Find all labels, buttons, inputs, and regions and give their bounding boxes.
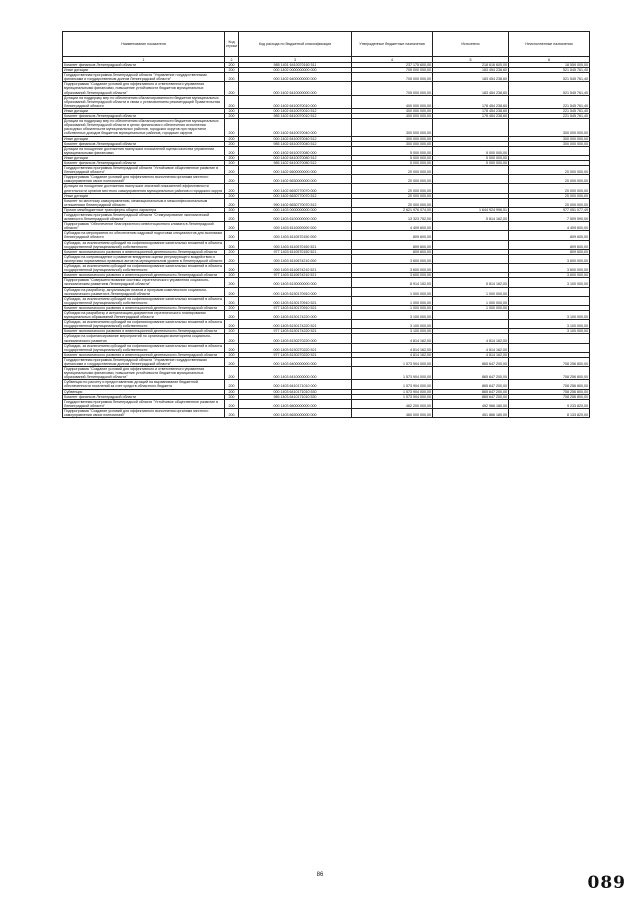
row-remaining [509,343,590,352]
row-kbk: 000 1402 6410000000 000 [239,82,352,95]
row-code: 200 [225,408,239,417]
row-approved: 20 000 000,00 [352,198,433,207]
row-kbk: 977 1403 6130270220 521 [239,352,352,357]
row-name: Комитет экономического развития и инвестиционной деятельности Ленинградской области [63,273,225,278]
row-remaining: 20 000 000,00 [509,198,590,207]
row-kbk: 000 1403 6110570150 521 [239,240,352,249]
row-name: Субвенции [63,389,225,394]
row-remaining: 521 545 761,40 [509,73,590,82]
table-row [63,240,590,249]
column-number: 3 [239,57,352,63]
row-code: 200 [225,343,239,352]
table-row [63,166,590,175]
row-code: 200 [225,264,239,273]
row-name: Комитет финансов Ленинградской области [63,394,225,399]
table-row [63,254,590,263]
row-code: 200 [225,73,239,82]
row-approved: 300 000 000,00 [352,136,433,141]
row-approved: 8 914 152,00 [352,278,433,287]
row-kbk: 000 1403 6400000000 000 [239,357,352,366]
row-name: Государственная программа Ленинградской области "Устойчивое общественное развитие в Ленинградской области" [63,166,225,175]
row-name: Субсидии на разработку и актуализацию документов стратегического планирования муниципальных образований Ленинградской области [63,310,225,319]
table-row [63,119,590,136]
row-code: 200 [225,287,239,296]
row-name: Комитет экономического развития и инвестиционной деятельности Ленинградской области [63,249,225,254]
row-code: 200 [225,119,239,136]
table-body [63,63,590,418]
budget-execution-table [62,31,590,418]
archive-stamp-number: 089 [587,873,626,893]
table-row [63,198,590,207]
row-approved: 705 000 000,00 [352,82,433,95]
row-name: Дотации на поддержку мер по обеспечению сбалансированности бюджетов муниципальных образований Ленинградской области в целях финансового обеспечения исполнения расходных обязательств муниципальных районов, городских округов при недостатке собственных доходов бюджетов муниципальных районов, городских округов [63,119,225,136]
row-name: Государственная программа Ленинградской области "Устойчивое общественное развитие в Ленинградской области" [63,399,225,408]
table-row [63,357,590,366]
row-kbk: 000 1403 6110674210 521 [239,264,352,273]
row-executed: 5 000 000,00 [433,146,509,155]
row-approved: 300 000 000,00 [352,119,433,136]
header-kbk: Код расхода по бюджетной классификации [239,32,352,57]
row-name: Иные дотации [63,136,225,141]
header-name: Наименование показателя [63,32,225,57]
row-name: Государственная программа Ленинградской области "Стимулирование экономической активности Ленинградской области" [63,213,225,222]
table-row [63,334,590,343]
row-code: 200 [225,329,239,334]
row-name: Субсидии, за исключением субсидий на софинансирование капитальных вложений в объекты государственной (муниципальной) собственности [63,296,225,305]
row-remaining: 708 256 800,00 [509,367,590,380]
row-executed: 5 814 162,00 [433,213,509,222]
row-approved: 1 573 904 000,00 [352,380,433,389]
row-kbk: 977 1403 6130174220 521 [239,329,352,334]
row-name: Субсидии на разработку, актуализацию планов и программ комплексного социально-экономического развития в Ленинградской области [63,287,225,296]
row-executed: 4 814 162,00 [433,343,509,352]
row-code: 200 [225,68,239,73]
row-kbk: 000 1402 6410070040 000 [239,119,352,136]
row-remaining [509,287,590,296]
row-approved: 3 100 000,00 [352,310,433,319]
row-executed [433,310,509,319]
row-remaining: 708 256 800,00 [509,394,590,399]
row-executed: 218 616 600,00 [433,63,509,68]
row-kbk: 000 1402 6410070010 000 [239,95,352,108]
row-code: 200 [225,278,239,287]
row-kbk: 985 1401 6410070160 511 [239,63,352,68]
row-executed: 183 454 238,60 [433,68,509,73]
row-code: 200 [225,305,239,310]
row-approved: 462 200 000,00 [352,399,433,408]
row-code: 200 [225,389,239,394]
row-approved: 3 100 000,00 [352,320,433,329]
row-kbk: 000 1403 6410171010 000 [239,380,352,389]
row-remaining: 300 000 000,00 [509,119,590,136]
column-number: 1 [63,57,225,63]
row-approved: 20 000 000,00 [352,193,433,198]
row-executed [433,198,509,207]
row-name: Субсидии на софинансирование мероприятий по организации мониторинга социально-экономического развития [63,334,225,343]
row-kbk: 977 1403 6130170910 521 [239,305,352,310]
row-remaining: 9 233 820,00 [509,399,590,408]
row-executed: 4 814 162,00 [433,352,509,357]
row-code: 200 [225,273,239,278]
table-row [63,264,590,273]
row-executed: 183 454 238,60 [433,82,509,95]
row-approved: 1 573 904 000,00 [352,389,433,394]
row-kbk: 977 1403 6110674210 521 [239,273,352,278]
row-name: Подпрограмма "Создание условий для эффективного выполнения органами местного самоуправления своих полномочий" [63,408,225,417]
row-approved: 1 573 904 000,00 [352,357,433,366]
table-row [63,310,590,319]
row-approved: 13 323 752,00 [352,213,433,222]
row-kbk: 000 1403 6410000000 000 [239,367,352,380]
row-kbk: 000 1402 6410070010 512 [239,108,352,113]
row-approved: 1 000 000,00 [352,296,433,305]
row-kbk: 000 1403 6130000000 000 [239,278,352,287]
row-kbk: 000 1403 6130170910 000 [239,287,352,296]
row-name: Субвенции по расчету и предоставлению дотаций на выравнивание бюджетной обеспеченности поселений за счет средств областного бюджета [63,380,225,389]
row-kbk: 000 1402 6600000000 000 [239,166,352,175]
row-executed: 178 454 238,60 [433,95,509,108]
table-row [63,175,590,184]
row-remaining: 3 600 000,00 [509,264,590,273]
row-approved: 400 000 000,00 [352,95,433,108]
row-executed [433,119,509,136]
row-executed [433,240,509,249]
row-code: 200 [225,320,239,329]
row-approved: 705 000 000,00 [352,73,433,82]
row-approved: 3 600 000,00 [352,264,433,273]
table-row [63,296,590,305]
column-number: 6 [509,57,590,63]
row-kbk: 000 1402 6410070080 000 [239,146,352,155]
row-remaining: 3 100 000,00 [509,329,590,334]
row-kbk: 000 1403 6110674210 000 [239,254,352,263]
row-kbk: 000 1403 0000000000 000 [239,207,352,212]
row-remaining: 221 545 761,40 [509,114,590,119]
row-code: 200 [225,399,239,408]
row-kbk: 000 1403 6100000000 000 [239,213,352,222]
row-executed: 1 644 924 996,51 [433,207,509,212]
row-kbk: 000 1402 6400000000 000 [239,73,352,82]
row-approved: 237 175 600,00 [352,63,433,68]
row-code: 200 [225,175,239,184]
table-row [63,95,590,108]
row-approved: 20 000 000,00 [352,184,433,193]
row-code: 200 [225,352,239,357]
row-remaining [509,296,590,305]
row-approved: 1 000 000,00 [352,305,433,310]
row-approved: 5 000 000,00 [352,160,433,165]
row-remaining: 4 409 600,00 [509,222,590,231]
row-executed [433,222,509,231]
header-code: Код строки [225,32,239,57]
row-approved: 3 100 000,00 [352,329,433,334]
row-code: 200 [225,108,239,113]
row-name: Иные дотации [63,68,225,73]
row-approved: 4 814 162,00 [352,334,433,343]
row-executed: 865 647 200,00 [433,394,509,399]
table-row [63,287,590,296]
row-name: Подпрограмма "Создание условий для эффективного и ответственного управления муниципальными финансами, повышение устойчивости бюджетов муниципальных образований Ленинградской области" [63,82,225,95]
row-approved: 1 000 000,00 [352,287,433,296]
row-kbk: 000 1403 6630000000 000 [239,408,352,417]
header-remaining: Неисполненные назначения [509,32,590,57]
row-remaining: 8 133 820,00 [509,408,590,417]
row-code: 200 [225,82,239,95]
row-remaining: 3 600 000,00 [509,254,590,263]
row-name: Комитет экономического развития и инвестиционной деятельности Ленинградской области [63,329,225,334]
row-executed: 5 000 000,00 [433,160,509,165]
row-kbk: 985 1402 6410070040 512 [239,141,352,146]
row-executed: 865 647 200,00 [433,389,509,394]
row-executed: 451 866 180,00 [433,408,509,417]
row-code: 200 [225,198,239,207]
row-kbk: 000 1402 6630770070 512 [239,193,352,198]
row-approved: 2 621 976 074,00 [352,207,433,212]
row-remaining: 18 559 000,00 [509,63,590,68]
row-executed: 5 814 162,00 [433,278,509,287]
row-executed [433,254,509,263]
row-name: Комитет финансов Ленинградской области [63,114,225,119]
row-code: 200 [225,95,239,108]
row-kbk: 000 1403 6410171010 530 [239,389,352,394]
row-name: Субсидии, за исключением субсидий на софинансирование капитальных вложений в объекты государственной (муниципальной) собственности [63,264,225,273]
row-approved: 5 000 000,00 [352,155,433,160]
row-executed: 865 647 200,00 [433,380,509,389]
row-remaining [509,334,590,343]
row-remaining [509,146,590,155]
row-executed: 865 647 200,00 [433,357,509,366]
row-code: 200 [225,367,239,380]
row-executed: 1 000 000,00 [433,305,509,310]
row-name: Комитет финансов Ленинградской области [63,63,225,68]
row-name: Подпрограмма "Создание условий для эффективного и ответственного управления муниципальными финансами, повышение устойчивости бюджетов муниципальных образований Ленинградской области" [63,367,225,380]
row-kbk: 000 1402 6410070040 512 [239,136,352,141]
row-name: Субсидии, за исключением субсидий на софинансирование капитальных вложений в объекты государственной (муниципальной) собственности [63,343,225,352]
row-kbk: 000 1403 6130170910 521 [239,296,352,305]
row-code: 200 [225,146,239,155]
row-code: 200 [225,310,239,319]
row-executed: 183 454 238,60 [433,73,509,82]
row-approved: 3 600 000,00 [352,273,433,278]
table-row [63,82,590,95]
row-name: Подпрограмма "Обеспечение благоприятного инвестиционного климата в Ленинградской области" [63,222,225,231]
table-row [63,320,590,329]
row-executed [433,175,509,184]
row-remaining: 20 000 000,00 [509,184,590,193]
row-code: 200 [225,184,239,193]
row-code: 200 [225,231,239,240]
row-code: 200 [225,114,239,119]
row-name: Иные дотации [63,155,225,160]
row-remaining: 3 100 000,00 [509,278,590,287]
row-name: Субсидии, за исключением субсидий на софинансирование капитальных вложений в объекты государственной (муниципальной) собственности [63,240,225,249]
row-remaining: 809 600,00 [509,240,590,249]
row-name: Комитет финансов Ленинградской области [63,160,225,165]
row-remaining: 708 256 800,00 [509,389,590,394]
row-name: Субсидии на мероприятия по обеспечению кадровой подготовки специалистов для экономики Ленинградской области [63,231,225,240]
row-kbk: 985 1402 6410070080 512 [239,160,352,165]
column-number: 2 [225,57,239,63]
row-kbk: 000 1403 6110570150 000 [239,231,352,240]
table-row [63,399,590,408]
row-code: 200 [225,207,239,212]
row-name: Комитет по местному самоуправлению, межнациональным и межконфессиональным отношениям Ленинградской области [63,198,225,207]
row-remaining: 221 545 761,40 [509,95,590,108]
row-kbk: 000 1403 6600000000 000 [239,399,352,408]
row-executed: 1 000 000,00 [433,296,509,305]
row-remaining: 3 100 000,00 [509,320,590,329]
row-code: 200 [225,296,239,305]
row-approved: 300 000 000,00 [352,141,433,146]
row-executed [433,166,509,175]
row-code: 200 [225,160,239,165]
row-approved: 1 573 904 000,00 [352,367,433,380]
row-remaining: 7 509 590,00 [509,213,590,222]
row-executed: 178 454 238,60 [433,108,509,113]
table-row [63,367,590,380]
row-code: 200 [225,141,239,146]
column-number: 5 [433,57,509,63]
row-approved: 705 000 000,00 [352,68,433,73]
row-code: 200 [225,394,239,399]
row-remaining: 3 600 000,00 [509,273,590,278]
row-approved: 20 000 000,00 [352,166,433,175]
row-remaining: 809 600,00 [509,231,590,240]
row-name: Комитет экономического развития и инвестиционной деятельности Ленинградской области [63,305,225,310]
row-kbk: 977 1403 6110570150 521 [239,249,352,254]
row-approved: 20 000 000,00 [352,175,433,184]
row-remaining: 3 100 000,00 [509,310,590,319]
row-approved: 809 600,00 [352,240,433,249]
table-row [63,146,590,155]
row-executed: 865 647 200,00 [433,367,509,380]
row-executed [433,231,509,240]
row-name: Дотации на поддержку мер по обеспечению сбалансированности бюджетов муниципальных образований Ленинградской области в связи с установлением рекомендаций Правительства Ленинградской области [63,95,225,108]
row-code: 200 [225,222,239,231]
row-name: Комитет экономического развития и инвестиционной деятельности Ленинградской области [63,352,225,357]
row-approved: 400 000 000,00 [352,114,433,119]
row-executed: 5 000 000,00 [433,155,509,160]
table-row [63,222,590,231]
row-name: Подпрограмма "Создание условий для эффективного выполнения органами местного самоуправления своих полномочий" [63,175,225,184]
row-name: Иные дотации [63,193,225,198]
row-remaining: 221 545 761,40 [509,108,590,113]
table-row [63,380,590,389]
row-approved: 460 000 000,00 [352,408,433,417]
table-row [63,73,590,82]
row-remaining: 521 545 761,40 [509,68,590,73]
row-approved: 400 000 000,00 [352,108,433,113]
row-code: 200 [225,136,239,141]
row-executed: 178 454 238,60 [433,114,509,119]
row-executed [433,320,509,329]
row-name: Комитет финансов Ленинградской области [63,141,225,146]
row-kbk: 985 1402 6410070010 512 [239,114,352,119]
row-approved: 4 814 162,00 [352,343,433,352]
row-kbk: 000 1403 6130174220 000 [239,310,352,319]
row-remaining: 300 000 000,00 [509,136,590,141]
row-code: 200 [225,254,239,263]
row-remaining: 521 545 761,40 [509,82,590,95]
table-row [63,343,590,352]
row-code: 200 [225,249,239,254]
row-remaining: 300 000 000,00 [509,141,590,146]
row-name: Субсидии, за исключением субсидий на софинансирование капитальных вложений в объекты государственной (муниципальной) собственности [63,320,225,329]
row-kbk: 000 1403 6130270220 521 [239,343,352,352]
row-approved: 3 600 000,00 [352,254,433,263]
row-kbk: 985 1403 6410171010 530 [239,394,352,399]
row-kbk: 990 1402 6630770070 512 [239,198,352,207]
row-code: 200 [225,193,239,198]
row-approved: 1 573 904 000,00 [352,394,433,399]
row-code: 200 [225,63,239,68]
row-code: 200 [225,155,239,160]
header-approved: Утвержденные бюджетные назначения [352,32,433,57]
row-name: Государственная программа Ленинградской области "Управление государственными финансами и государственным долгом Ленинградской области" [63,73,225,82]
row-approved: 4 409 600,00 [352,222,433,231]
row-remaining: 809 600,00 [509,249,590,254]
row-kbk: 000 1403 6130270220 000 [239,334,352,343]
row-name: Государственная программа Ленинградской области "Управление государственными финансами и государственным долгом Ленинградской области" [63,357,225,366]
row-code: 200 [225,213,239,222]
table-row [63,213,590,222]
row-name: Иные дотации [63,108,225,113]
row-name: Дотации на поощрение достижения наилучших значений показателей эффективности деятельности органов местного самоуправления муниципальных районов и городского округа [63,184,225,193]
table-row [63,231,590,240]
row-approved: 809 600,00 [352,231,433,240]
table-row [63,278,590,287]
row-kbk: 000 1403 6130174220 521 [239,320,352,329]
row-approved: 4 814 162,00 [352,352,433,357]
row-code: 200 [225,166,239,175]
row-code: 200 [225,240,239,249]
row-code: 200 [225,380,239,389]
table-row [63,408,590,417]
row-kbk: 000 1402 6410070080 512 [239,155,352,160]
row-code: 200 [225,357,239,366]
row-name: Субсидии на сопровождение и развитие внедрения оценки регулирующего воздействия и экспертизы нормативных правовых актов на муниципальном уровне в Ленинградской области [63,254,225,263]
row-remaining: 20 000 000,00 [509,166,590,175]
header-executed: Исполнено [433,32,509,57]
row-name: Прочие межбюджетные трансферты общего характера [63,207,225,212]
row-executed: 1 000 000,00 [433,287,509,296]
row-executed: 452 966 180,00 [433,399,509,408]
row-kbk: 000 1402 6630770070 000 [239,184,352,193]
row-remaining: 708 256 800,00 [509,357,590,366]
row-approved: 809 600,00 [352,249,433,254]
row-remaining: 20 000 000,00 [509,193,590,198]
row-executed [433,264,509,273]
row-kbk: 000 1402 0000000000 000 [239,68,352,73]
row-executed [433,184,509,193]
row-executed: 4 814 162,00 [433,334,509,343]
row-name: Подпрограмма "Совершенствование системы стратегического управления социально-экономическим развитием Ленинградской области" [63,278,225,287]
row-remaining: 20 000 000,00 [509,175,590,184]
page-number: 86 [316,872,324,878]
row-approved: 5 000 000,00 [352,146,433,155]
row-code: 200 [225,334,239,343]
row-kbk: 000 1403 6110000000 000 [239,222,352,231]
row-remaining: 708 256 800,00 [509,380,590,389]
table-row [63,184,590,193]
row-kbk: 000 1402 6630000000 000 [239,175,352,184]
table-header-row [63,32,590,57]
row-remaining: 977 051 077,49 [509,207,590,212]
column-number: 4 [352,57,433,63]
row-name: Дотации на поощрение достижения наилучших показателей оценки качества управления муниципальными финансами [63,146,225,155]
